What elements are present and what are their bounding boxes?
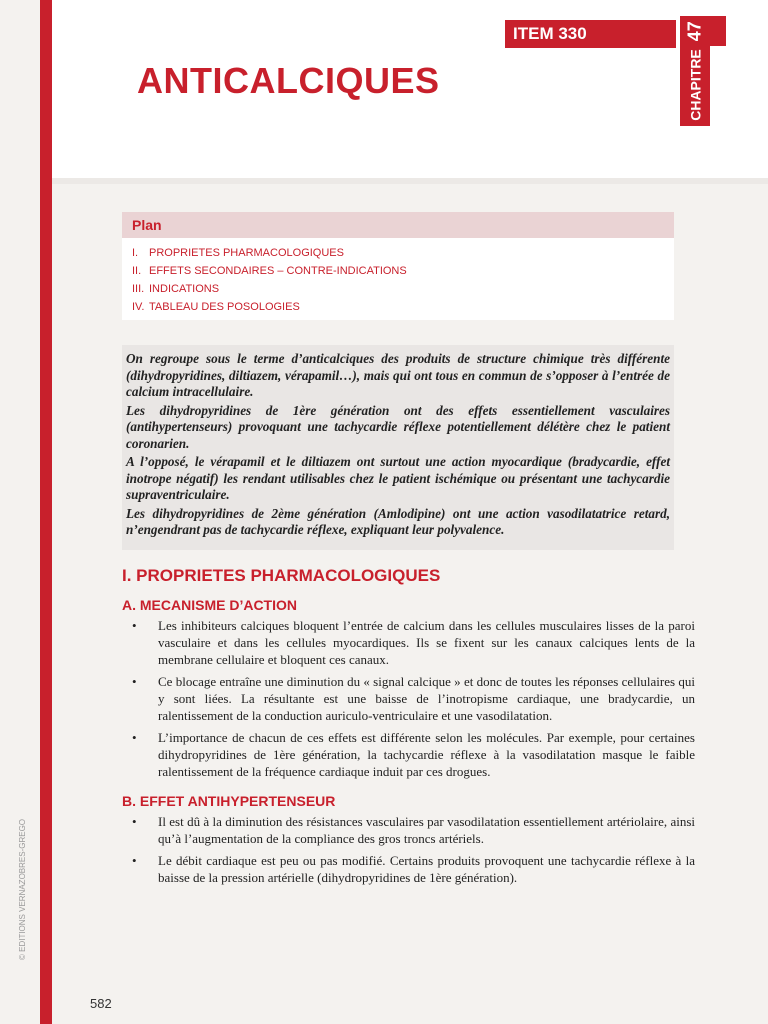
item-label: ITEM 330: [505, 20, 676, 48]
antihypertensive-bullet-list: [122, 813, 695, 891]
plan-item-label: PROPRIETES PHARMACOLOGIQUES: [149, 247, 344, 259]
plan-title: Plan: [122, 212, 674, 238]
section-heading: I. PROPRIETES PHARMACOLOGIQUES: [122, 566, 441, 585]
chapter-tab-edge: [710, 16, 726, 46]
plan-item-number: III.: [132, 283, 145, 295]
header-band-shadow: [52, 178, 768, 184]
intro-paragraph: A l’opposé, le vérapamil et le diltiazem ont surtout une action myocardique (bradycardie, effet inotrope négatif) les rendant utilisables chez le patient ischémique ou présentant une tachycardie supraventriculaire.: [126, 454, 670, 502]
intro-paragraph: Les dihydropyridines de 2ème génération (Amlodipine) ont une action vasodilatatrice retard, n’engendrant pas de tachycardie réflexe, expliquant leur polyvalence.: [126, 505, 670, 537]
plan-list: [122, 244, 674, 316]
plan-item-label: INDICATIONS: [149, 283, 220, 295]
intro-box: [122, 345, 674, 550]
plan-item-label: TABLEAU DES POSOLOGIES: [149, 301, 300, 313]
mechanism-bullet-list: [122, 617, 695, 785]
bullet-text: Il est dû à la diminution des résistances vasculaires par vasodilatation essentiellement artériolaire, ainsi qu’à l’augmentation de la compliance des gros troncs artériels.: [158, 814, 695, 846]
chapter-label: CHAPITRE: [687, 49, 704, 121]
subsection-heading-mechanism: A. MECANISME D’ACTION: [122, 597, 297, 613]
subsection-heading-antihypertensive: B. EFFET ANTIHYPERTENSEUR: [122, 793, 336, 809]
left-red-bar: [40, 0, 52, 1024]
plan-item: [132, 262, 674, 280]
bullet-item: [122, 673, 695, 724]
plan-box: [122, 212, 674, 320]
page-number: 582: [90, 996, 112, 1011]
plan-item-number: IV.: [132, 301, 145, 313]
chapter-tab: [680, 16, 710, 126]
plan-item: [132, 298, 674, 316]
bullet-marker: •: [132, 618, 137, 633]
bullet-item: [122, 852, 695, 886]
intro-paragraph: On regroupe sous le terme d’anticalciques des produits de structure chimique très différente (dihydropyridines, diltiazem, vérapamil…), mais qui ont tous en commun de s’opposer à l’entrée de calcium intracellulaire.: [126, 351, 670, 399]
bullet-marker: •: [132, 853, 137, 868]
bullet-item: [122, 813, 695, 847]
page-title: ANTICALCIQUES: [137, 60, 440, 101]
bullet-marker: •: [132, 730, 137, 745]
copyright-notice: © EDITIONS VERNAZOBRES-GREGO: [18, 818, 27, 960]
bullet-text: L’importance de chacun de ces effets est différente selon les molécules. Par exemple, pour certaines dihydropyridines de 1ère génération, la tachycardie réflexe à la vasodilatation masque le faible ralentissement de la fréquence cardiaque induit par ces drogues.: [158, 730, 695, 779]
bullet-text: Ce blocage entraîne une diminution du « signal calcique » et donc de toutes les réponses cellulaires qui y sont liées. La résultante est une baisse de l’inotropisme cardiaque, une bradycardie, un ralentissement de la conduction auriculo-ventriculaire et une vasodilatation.: [158, 674, 695, 723]
bullet-marker: •: [132, 814, 137, 829]
bullet-item: [122, 617, 695, 668]
chapter-number: 47: [684, 21, 705, 42]
plan-item-label: EFFETS SECONDAIRES – CONTRE-INDICATIONS: [149, 265, 407, 277]
plan-item-number: I.: [132, 247, 139, 259]
bullet-item: [122, 729, 695, 780]
plan-item: [132, 280, 674, 298]
intro-paragraph: Les dihydropyridines de 1ère génération ont des effets essentiellement vasculaires (antihypertenseurs) provoquant une tachycardie réflexe potentiellement délétère chez le patient coronarien.: [126, 402, 670, 451]
bullet-marker: •: [132, 674, 137, 689]
plan-item-number: II.: [132, 265, 142, 277]
plan-item: [132, 244, 674, 262]
chapter-text: [685, 21, 706, 121]
bullet-text: Le débit cardiaque est peu ou pas modifié. Certains produits provoquent une tachycardie réflexe à la baisse de la pression artérielle (dihydropyridines de 1ère génération).: [158, 853, 695, 885]
bullet-text: Les inhibiteurs calciques bloquent l’entrée de calcium dans les cellules musculaires lisses de la paroi vasculaire et dans les cellules myocardiques. Ils se fixent sur les canaux calciques lents de la membrane cellulaire et bloquent ces canaux.: [158, 618, 695, 667]
